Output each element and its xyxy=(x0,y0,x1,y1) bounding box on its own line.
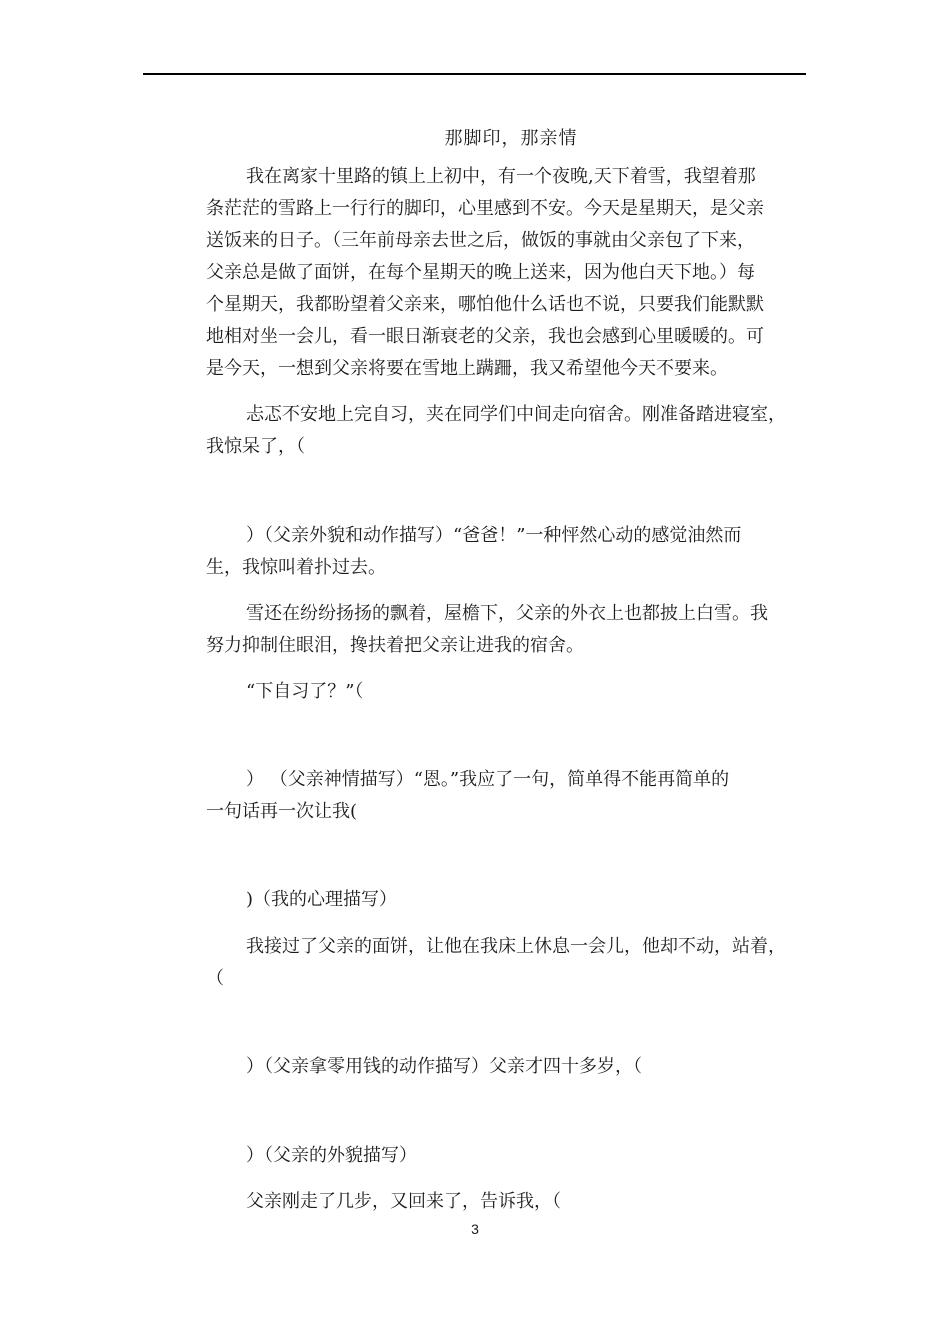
header-rule xyxy=(143,73,806,75)
text-line: ） （父亲神情描写）“恩。”我应了一句，简单得不能再简单的 xyxy=(246,769,730,790)
page-number: 3 xyxy=(471,1221,479,1237)
text-line: ）（父亲的外貌描写） xyxy=(246,1145,417,1166)
text-line: 送饭来的日子。（三年前母亲去世之后，做饭的事就由父亲包了下来， xyxy=(206,230,755,251)
text-line: 地相对坐一会儿，看一眼日渐衰老的父亲，我也会感到心里暖暖的。可 xyxy=(206,326,764,347)
text-line: 我惊呆了，（ xyxy=(206,436,305,457)
text-line: ）（父亲拿零用钱的动作描写）父亲才四十多岁，（ xyxy=(246,1056,642,1077)
text-line: “下自习了？”（ xyxy=(246,681,364,702)
text-line: 忐忑不安地上完自习，夹在同学们中间走向宿舍。刚准备踏进寝室， xyxy=(246,404,786,425)
text-line: 个星期天，我都盼望着父亲来，哪怕他什么话也不说，只要我们能默默 xyxy=(206,294,764,315)
text-line: 是今天，一想到父亲将要在雪地上蹒跚，我又希望他今天不要来。 xyxy=(206,358,728,379)
text-line: 一句话再一次让我( xyxy=(206,801,358,822)
text-line: ）（父亲外貌和动作描写）“爸爸！”一种怦然心动的感觉油然而 xyxy=(246,525,742,546)
text-line: （ xyxy=(206,968,224,989)
text-line: 生，我惊叫着扑过去。 xyxy=(206,557,386,578)
text-line: )（我的心理描写） xyxy=(246,889,398,910)
text-line: 我在离家十里路的镇上上初中，有一个夜晚,天下着雪，我望着那 xyxy=(246,166,756,187)
text-line: 雪还在纷纷扬扬的飘着，屋檐下，父亲的外衣上也都披上白雪。我 xyxy=(246,603,768,624)
text-line: 父亲总是做了面饼，在每个星期天的晚上送来，因为他白天下地。）每 xyxy=(206,262,755,283)
document-title: 那脚印，那亲情 xyxy=(444,128,578,149)
text-line: 父亲刚走了几步，又回来了，告诉我，（ xyxy=(246,1191,561,1212)
text-line: 我接过了父亲的面饼，让他在我床上休息一会儿，他却不动，站着， xyxy=(246,936,786,957)
text-line: 条茫茫的雪路上一行行的脚印，心里感到不安。今天是星期天，是父亲 xyxy=(206,198,764,219)
text-line: 努力抑制住眼泪，搀扶着把父亲让进我的宿舍。 xyxy=(206,635,584,656)
